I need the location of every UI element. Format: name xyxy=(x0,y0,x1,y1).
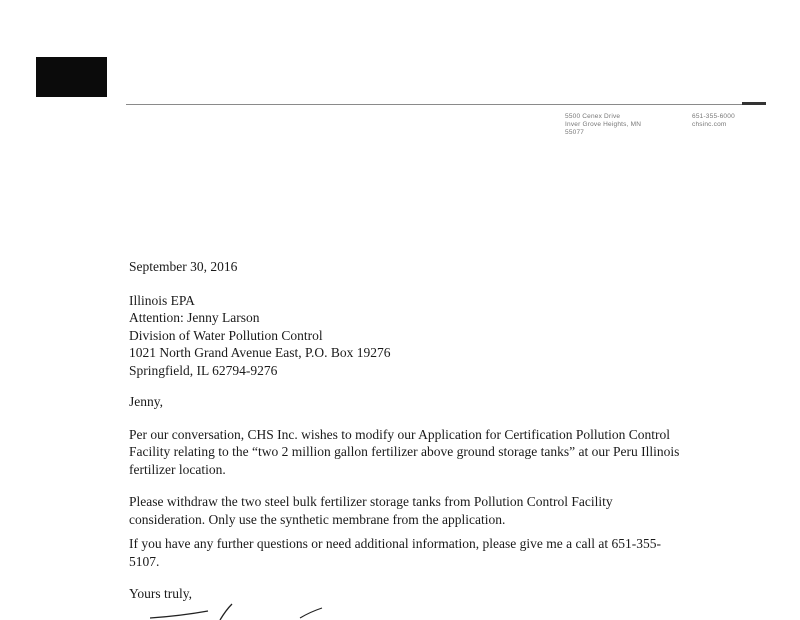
letter-body xyxy=(129,258,689,603)
closing: Yours truly, xyxy=(129,586,193,601)
letter-date: September 30, 2016 xyxy=(129,259,238,274)
company-logo-redacted xyxy=(36,57,107,97)
body-paragraph: If you have any further questions or need additional information, please give me a call at 651-355-5107. xyxy=(129,536,661,569)
address-line: Inver Grove Heights, MN xyxy=(565,121,642,128)
address-line: 5500 Cenex Drive xyxy=(565,113,621,120)
signature-strokes xyxy=(150,600,340,620)
recipient-line: Illinois EPA xyxy=(129,292,195,308)
contact-phone: 651-355-6000 xyxy=(692,113,735,120)
recipient-line: 1021 North Grand Avenue East, P.O. Box 19276 xyxy=(129,345,391,360)
recipient-line: Division of Water Pollution Control xyxy=(129,327,323,343)
recipient-block xyxy=(129,292,689,380)
letterhead-rule xyxy=(126,104,766,105)
recipient-line: Attention: Jenny Larson xyxy=(129,310,260,325)
contact-website: chsinc.com xyxy=(692,121,727,128)
body-paragraph: Please withdraw the two steel bulk fertilizer storage tanks from Pollution Control Facility consideration. Only use the synthetic membrane from the application. xyxy=(129,494,613,527)
letterhead-address xyxy=(565,113,675,137)
recipient-line: Springfield, IL 62794-9276 xyxy=(129,362,278,378)
address-line: 55077 xyxy=(565,129,585,136)
letterhead-rule-accent xyxy=(742,102,766,105)
salutation: Jenny, xyxy=(129,394,163,409)
letterhead-contact xyxy=(692,113,772,129)
body-paragraph: Per our conversation, CHS Inc. wishes to modify our Application for Certification Pollution Control Facility relating to the “two 2 million gallon fertilizer above ground storage tanks” at our Peru Illinois fertilizer location. xyxy=(129,426,680,477)
